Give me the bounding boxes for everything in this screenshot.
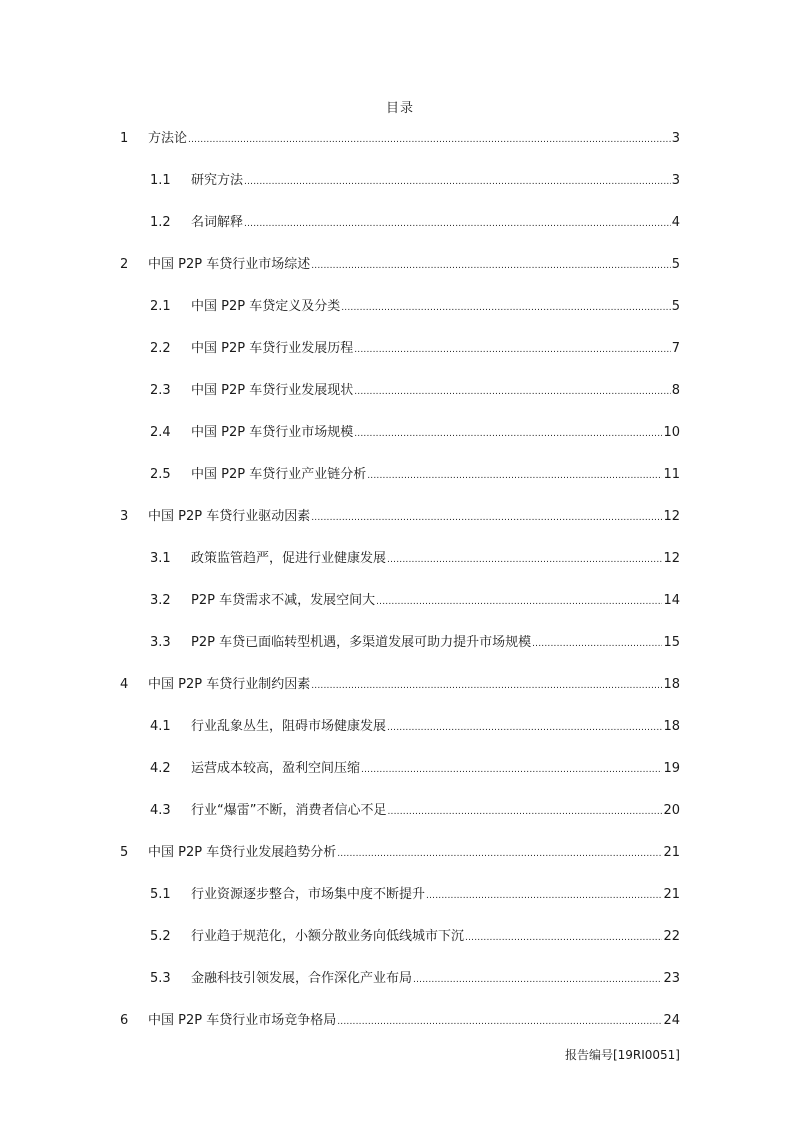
toc-dot-leader [337,844,662,864]
toc-entry-page: 19 [663,761,680,776]
toc-entry-number: 2.1 [150,299,171,314]
toc-entry-number: 4.3 [150,803,171,818]
toc-entry[interactable] [0,717,800,737]
toc-entry-title: 中国 P2P 车贷行业驱动因素 [148,509,311,524]
toc-entry-page: 21 [663,845,680,860]
toc-dot-leader [337,1012,662,1032]
toc-entry-title: 中国 P2P 车贷定义及分类 [191,299,341,314]
toc-entry-page: 21 [663,887,680,902]
toc-entry-title: 行业资源逐步整合，市场集中度不断提升 [191,887,426,902]
toc-dot-leader [311,676,662,696]
toc-dot-leader [341,298,671,318]
toc-entry-page: 18 [663,719,680,734]
toc-entry-number: 3.1 [150,551,171,566]
toc-entry[interactable] [0,339,800,359]
toc-entry[interactable] [0,423,800,443]
toc-entry-title: 政策监管趋严，促进行业健康发展 [191,551,387,566]
toc-entry-title: 金融科技引领发展，合作深化产业布局 [191,971,413,986]
toc-entry-title: 行业乱象丛生，阻碍市场健康发展 [191,719,387,734]
toc-entry[interactable] [0,381,800,401]
toc-entry-title: P2P 车贷需求不减，发展空间大 [191,593,376,608]
toc-entry-page: 11 [663,467,680,482]
toc-entry-number: 2.2 [150,341,171,356]
toc-entry-title: 方法论 [148,131,188,146]
toc-entry-number: 3 [120,509,129,524]
report-code: 报告编号[19RI0051] [564,1048,680,1062]
toc-entry-number: 2.3 [150,383,171,398]
toc-entry-title: 中国 P2P 车贷行业市场规模 [191,425,354,440]
toc-entry-page: 18 [663,677,680,692]
toc-entry-page: 10 [663,425,680,440]
toc-entry[interactable] [0,927,800,947]
toc-entry-number: 5.3 [150,971,171,986]
toc-entry[interactable] [0,465,800,485]
toc-dot-leader [188,130,671,150]
toc-entry-number: 5.1 [150,887,171,902]
toc-entry-page: 14 [663,593,680,608]
toc-entry-number: 1.1 [150,173,171,188]
toc-dot-leader [387,718,662,738]
toc-entry-title: 中国 P2P 车贷行业市场竞争格局 [148,1013,337,1028]
toc-entry-number: 3.2 [150,593,171,608]
toc-entry[interactable] [0,675,800,695]
toc-dot-leader [354,382,671,402]
toc-dot-leader [311,256,671,276]
toc-entry-title: 中国 P2P 车贷行业发展历程 [191,341,354,356]
toc-entry-page: 12 [663,551,680,566]
toc-dot-leader [361,760,662,780]
toc-entry-number: 5 [120,845,129,860]
toc-entry-page: 22 [663,929,680,944]
toc-entry-page: 20 [663,803,680,818]
toc-entry-page: 5 [671,257,680,272]
toc-dot-leader [387,802,662,822]
toc-entry[interactable] [0,213,800,233]
toc-entry-title: 中国 P2P 车贷行业发展现状 [191,383,354,398]
toc-entry-number: 1.2 [150,215,171,230]
toc-entry[interactable] [0,507,800,527]
toc-entry-title: P2P 车贷已面临转型机遇，多渠道发展可助力提升市场规模 [191,635,532,650]
toc-dot-leader [387,550,662,570]
toc-entry-title: 运营成本较高，盈利空间压缩 [191,761,361,776]
toc-entry-page: 12 [663,509,680,524]
toc-entry-page: 5 [671,299,680,314]
toc-entry[interactable] [0,633,800,653]
toc-entry[interactable] [0,843,800,863]
toc-entry-page: 7 [671,341,680,356]
toc-dot-leader [532,634,662,654]
toc-entry-title: 行业趋于规范化，小额分散业务向低线城市下沉 [191,929,465,944]
toc-entry-number: 3.3 [150,635,171,650]
toc-dot-leader [311,508,662,528]
toc-entry[interactable] [0,297,800,317]
toc-dot-leader [465,928,662,948]
toc-entry-number: 6 [120,1013,129,1028]
toc-entry[interactable] [0,171,800,191]
toc-entry[interactable] [0,255,800,275]
toc-entry[interactable] [0,801,800,821]
toc-entry-number: 5.2 [150,929,171,944]
toc-entry[interactable] [0,591,800,611]
toc-entry-title: 中国 P2P 车贷行业发展趋势分析 [148,845,337,860]
toc-entry-title: 中国 P2P 车贷行业市场综述 [148,257,311,272]
toc-entry[interactable] [0,759,800,779]
toc-dot-leader [376,592,662,612]
toc-dot-leader [413,970,662,990]
toc-entry[interactable] [0,549,800,569]
toc-entry[interactable] [0,885,800,905]
toc-entry-number: 2.4 [150,425,171,440]
toc-entry-number: 1 [120,131,129,146]
toc-entry-number: 4 [120,677,129,692]
toc-entry-number: 4.2 [150,761,171,776]
toc-entry-title: 名词解释 [191,215,244,230]
toc-entry[interactable] [0,969,800,989]
toc-entry[interactable] [0,1011,800,1031]
toc-entry-page: 3 [671,131,680,146]
toc-entry-title: 中国 P2P 车贷行业产业链分析 [191,467,367,482]
toc-entry-number: 2 [120,257,129,272]
toc-entry-page: 3 [671,173,680,188]
toc-dot-leader [244,172,671,192]
toc-entry-number: 2.5 [150,467,171,482]
toc-entry[interactable] [0,129,800,149]
toc-dot-leader [244,214,671,234]
toc-entry-page: 24 [663,1013,680,1028]
toc-entry-title: 研究方法 [191,173,244,188]
toc-dot-leader [354,424,662,444]
toc-entry-title: 行业“爆雷”不断，消费者信心不足 [191,803,387,818]
toc-dot-leader [354,340,671,360]
toc-dot-leader [367,466,662,486]
toc-entry-title: 中国 P2P 车贷行业制约因素 [148,677,311,692]
toc-entry-page: 15 [663,635,680,650]
toc-dot-leader [426,886,662,906]
toc-title: 目录 [385,101,414,116]
toc-entry-page: 23 [663,971,680,986]
toc-entry-page: 4 [671,215,680,230]
toc-entry-page: 8 [671,383,680,398]
toc-entry-number: 4.1 [150,719,171,734]
